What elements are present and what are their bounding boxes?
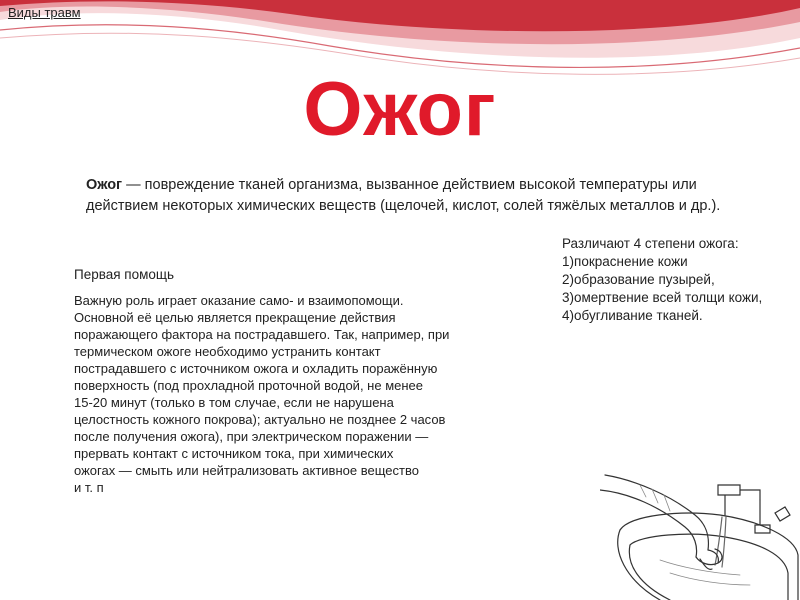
hand-under-tap-illustration — [600, 455, 800, 600]
burn-stages-list — [562, 235, 800, 325]
stages-heading: Различают 4 степени ожога: — [562, 236, 739, 251]
stage-item: 4)обугливание тканей. — [562, 308, 703, 323]
definition-paragraph — [86, 175, 746, 217]
stage-item: 2)образование пузырей, — [562, 272, 715, 287]
first-aid-heading: Первая помощь — [74, 267, 175, 282]
page-title: Ожог — [303, 67, 497, 152]
stage-item: 1)покраснение кожи — [562, 254, 688, 269]
first-aid-body: Важную роль играет оказание само- и взаимопомощи. Основной её целью является прекращение действия поражающего фактора на пострадавшего. Так, например, при термическом ожоге необходимо устранить контакт пострадавшего с источником ожога и охладить поражённую поверхность (под прохладной проточной водой, не менее 15-20 минут (только в том случае, если не нарушена целостность кожного покрова); актуально не позднее 2 часов после получения ожога), при электрическом поражении — прервать контакт с источником тока, при химических ожогах — смыть или нейтрализовать активное вещество и т. п — [74, 293, 450, 495]
definition-term: Ожог — [86, 177, 123, 193]
stage-item: 3)омертвение всей толщи кожи, — [562, 290, 763, 305]
breadcrumb[interactable]: Виды травм — [8, 5, 81, 20]
definition-text: — повреждение тканей организма, вызванное действием высокой температуры или действием некоторых химических веществ (щелочей, кислот, солей тяжёлых металлов и др.). — [86, 177, 721, 214]
